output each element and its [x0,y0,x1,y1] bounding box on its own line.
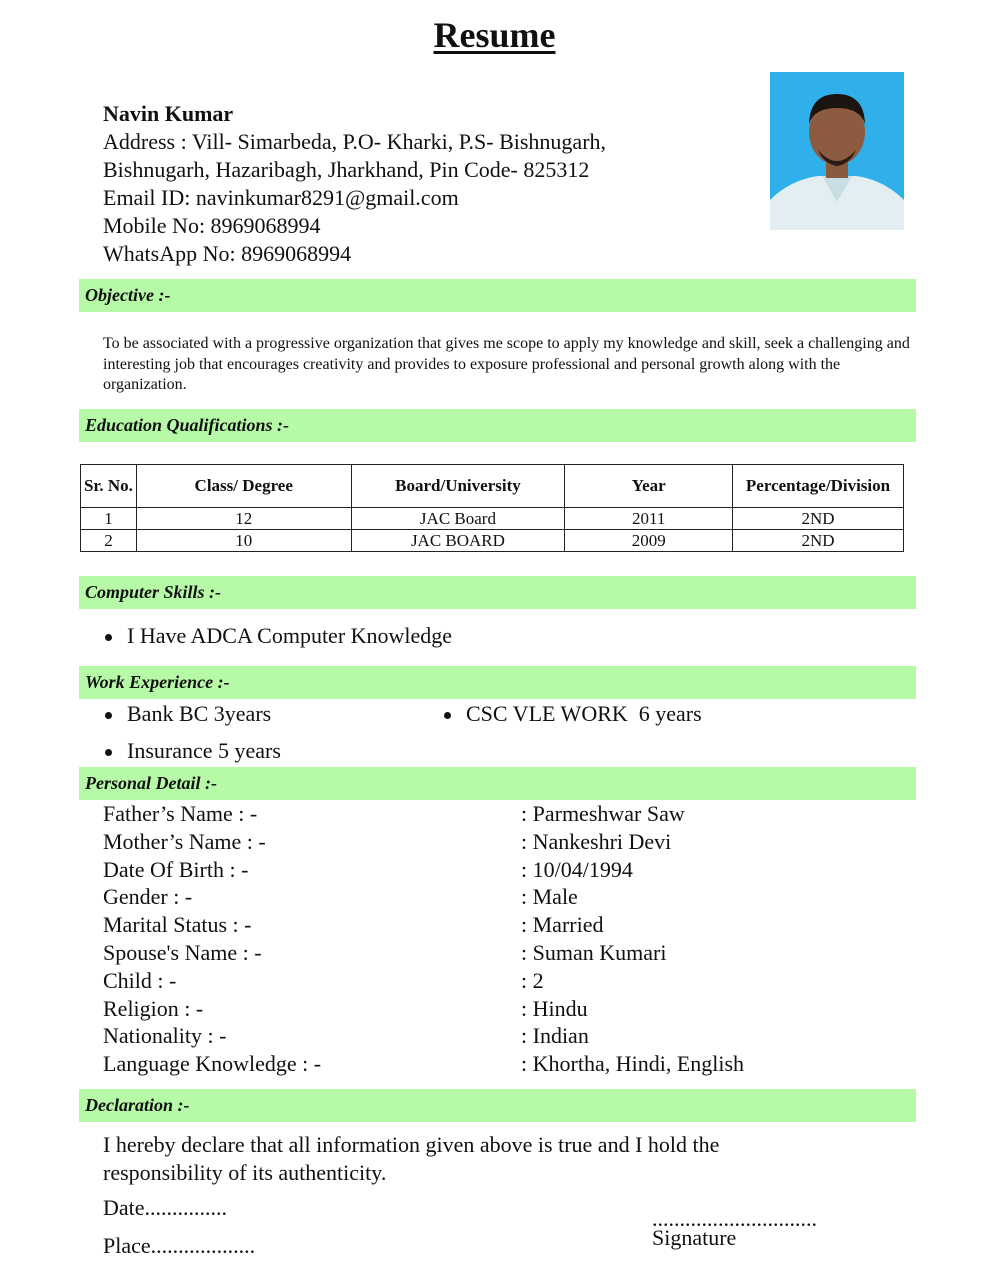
place-field: Place................... [103,1233,256,1258]
personal-value: : Khortha, Hindi, English [521,1051,745,1077]
section-computer-skills: Computer Skills :- [79,576,916,609]
personal-label: Gender : - [103,884,193,910]
table-cell: 2 [81,530,137,552]
section-personal-detail: Personal Detail :- [79,767,916,800]
personal-value: : Suman Kumari [521,939,667,965]
personal-label: Mother’s Name : - [103,828,266,854]
table-cell: 2ND [733,508,904,530]
personal-label: Marital Status : - [103,912,252,938]
table-cell: 10 [136,530,351,552]
table-cell: 12 [136,508,351,530]
table-row [81,508,904,530]
section-objective: Objective :- [79,279,916,312]
personal-label: Spouse's Name : - [103,939,262,965]
profile-photo [770,72,904,230]
personal-labels [103,800,321,1078]
declaration-text: I hereby declare that all information given above is true and I hold the responsibility of its authenticity. [103,1132,720,1185]
personal-label: Date Of Birth : - [103,856,249,882]
work-experience-list-left [103,701,281,775]
education-table [80,464,904,552]
personal-value: : Hindu [521,995,588,1021]
personal-value: : Indian [521,1023,589,1049]
table-header-row [81,465,904,508]
col-year: Year [565,465,733,508]
table-cell: 1 [81,508,137,530]
address-line-1: Address : Vill- Simarbeda, P.O- Kharki, P.S- Bishnugarh, [103,129,607,154]
email-line: Email ID: navinkumar8291@gmail.com [103,185,459,210]
personal-label: Language Knowledge : - [103,1051,322,1077]
section-education: Education Qualifications :- [79,409,916,442]
personal-label: Religion : - [103,995,204,1021]
date-field: Date............... [103,1195,228,1220]
list-item: CSC VLE WORK 6 years [442,701,702,738]
personal-values [521,800,744,1078]
personal-value: : 2 [521,967,544,993]
address-line-2: Bishnugarh, Hazaribagh, Jharkhand, Pin Code- 825312 [103,157,590,182]
table-cell: 2011 [565,508,733,530]
table-cell: 2009 [565,530,733,552]
objective-text: To be associated with a progressive organization that gives me scope to apply my knowledge and skill, seek a challenging and interesting job that encourages creativity and provides to exposure professional and personal growth along with the organization. [103,335,910,393]
list-item: I Have ADCA Computer Knowledge [103,623,452,660]
resume-title: Resume [433,15,556,55]
computer-skills-list [103,623,452,660]
personal-value: : Parmeshwar Saw [521,801,685,826]
section-work-experience: Work Experience :- [79,666,916,699]
work-experience-list-right [442,701,702,738]
col-class-degree: Class/ Degree [136,465,351,508]
personal-value: : Married [521,912,604,938]
col-board-university: Board/University [351,465,565,508]
table-cell: JAC Board [351,508,565,530]
list-item: Bank BC 3years [103,701,281,738]
col-percentage-division: Percentage/Division [733,465,904,508]
candidate-name: Navin Kumar [103,101,234,126]
table-row [81,530,904,552]
personal-value: : 10/04/1994 [521,856,633,882]
contact-block [103,100,606,268]
personal-value: : Nankeshri Devi [521,828,672,854]
signature-label: Signature [652,1225,737,1250]
mobile-line: Mobile No: 8969068994 [103,213,321,238]
table-cell: 2ND [733,530,904,552]
section-declaration: Declaration :- [79,1089,916,1122]
personal-label: Child : - [103,967,177,993]
col-sr-no: Sr. No. [81,465,137,508]
list-item: Insurance 5 years [103,738,281,775]
personal-label: Nationality : - [103,1023,227,1049]
signature-line: .............................. [652,1206,817,1231]
table-cell: JAC BOARD [351,530,565,552]
whatsapp-line: WhatsApp No: 8969068994 [103,241,352,266]
personal-label: Father’s Name : - [103,801,258,826]
personal-value: : Male [521,884,578,910]
